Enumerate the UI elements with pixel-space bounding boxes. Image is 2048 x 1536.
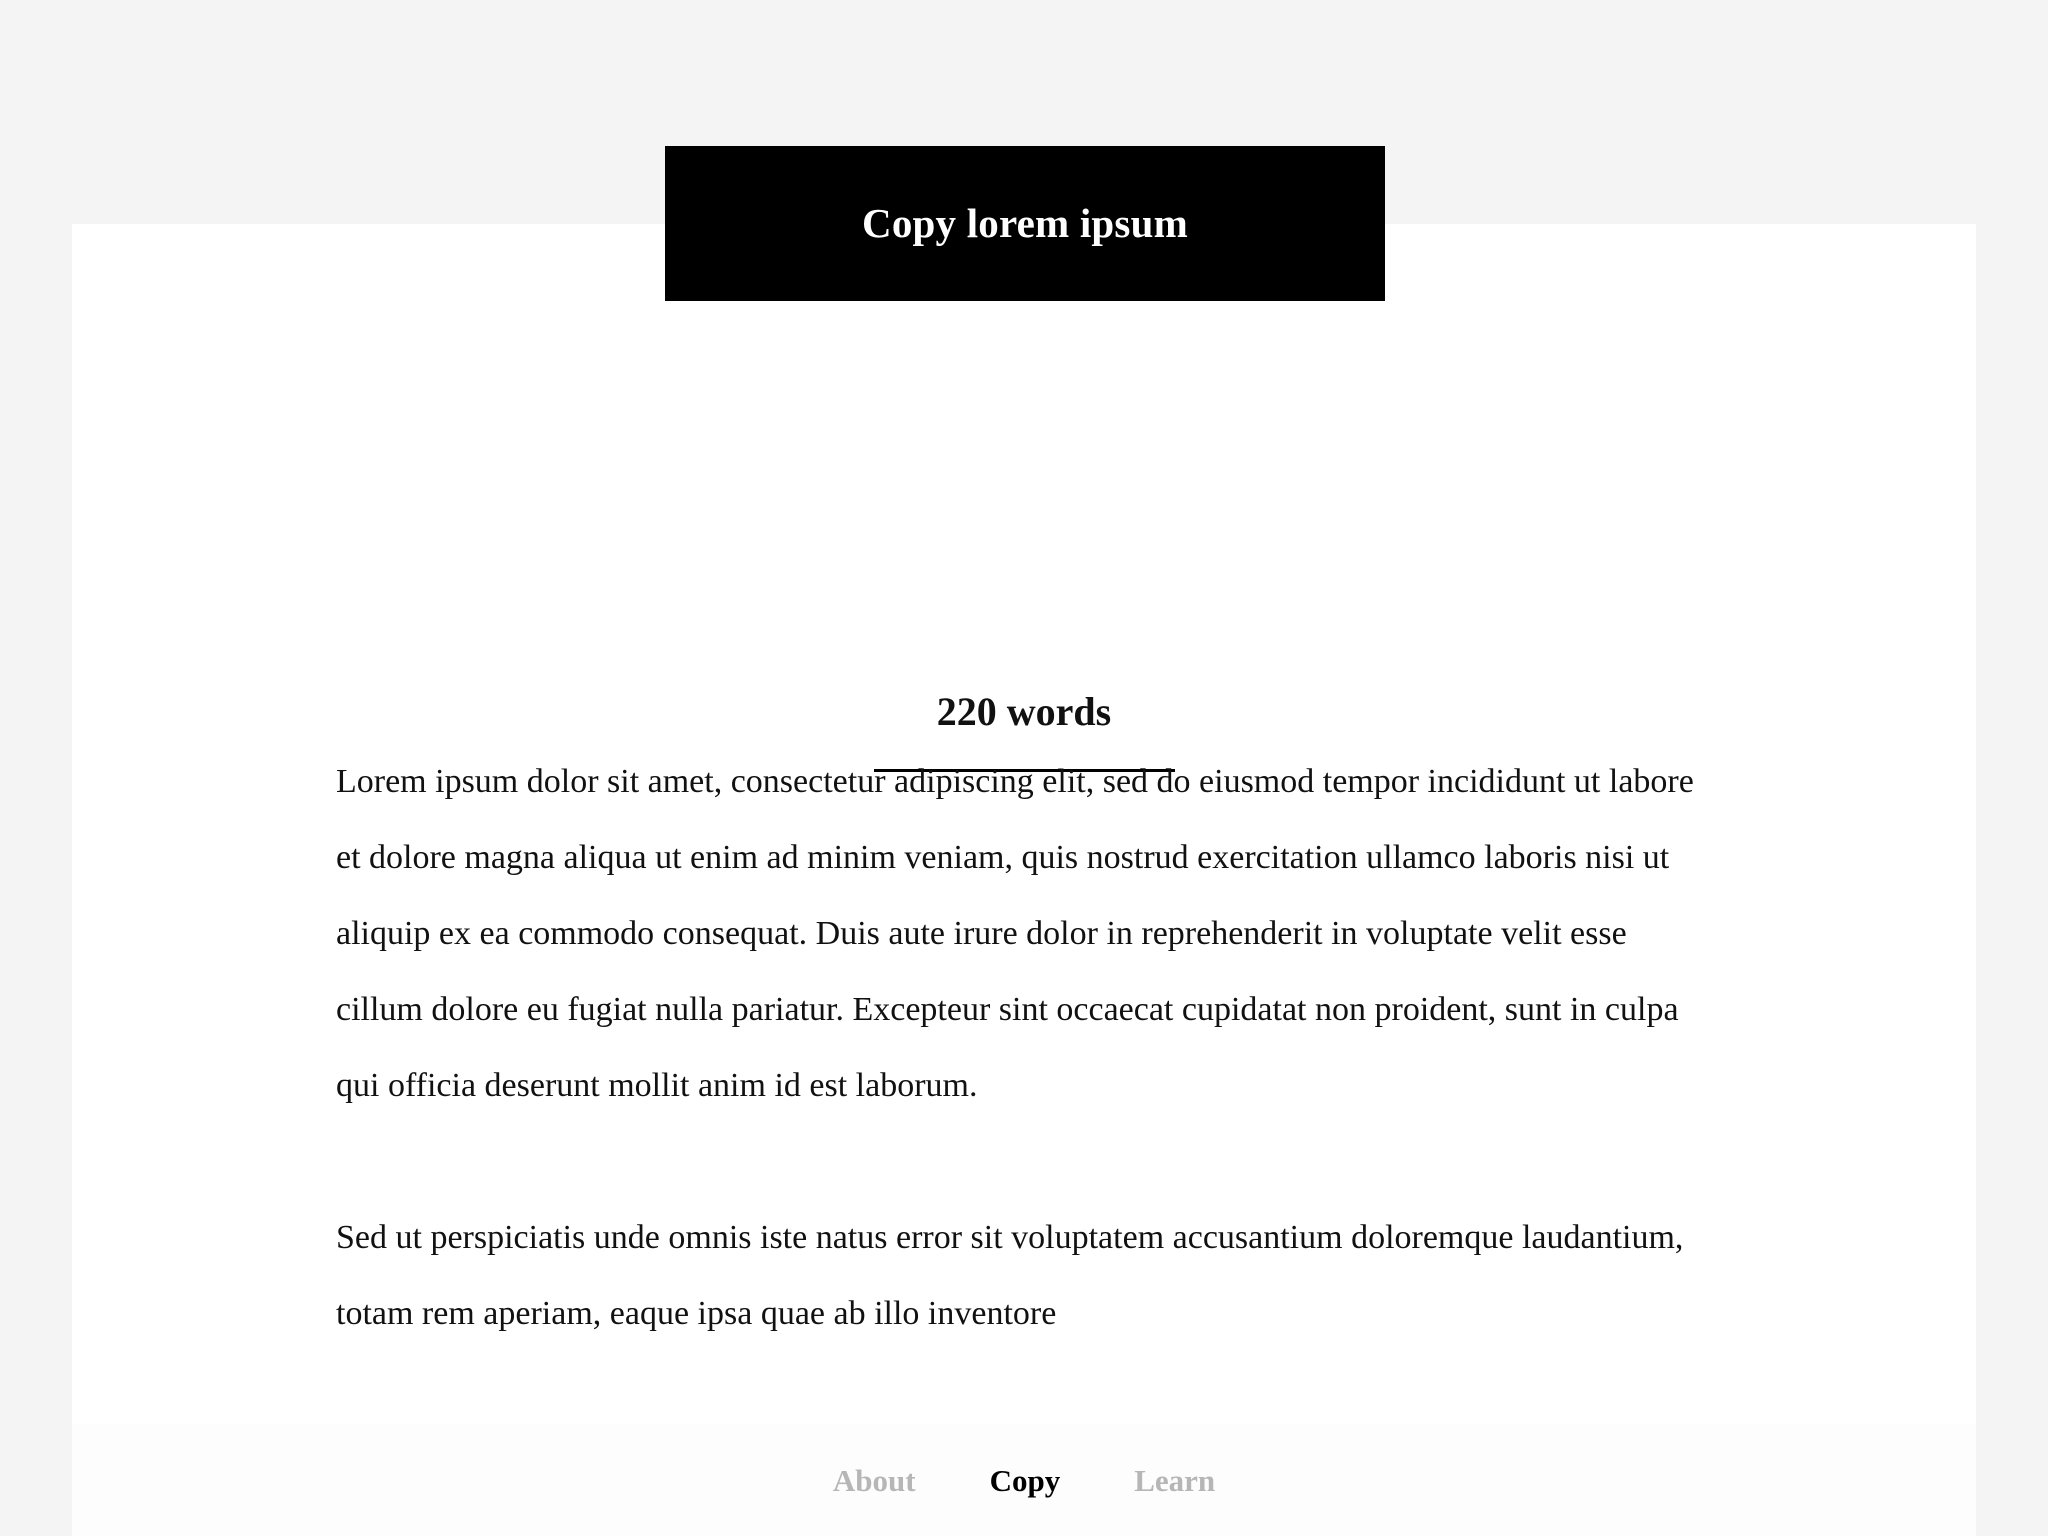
bottom-nav: [72, 1424, 1976, 1536]
nav-item-about[interactable]: About: [832, 1462, 916, 1498]
article-paragraph: Sed ut perspiciatis unde omnis iste natus error sit voluptatem accusantium doloremque laudantium, totam rem aperiam, eaque ipsa quae ab illo inventore: [336, 1219, 1684, 1332]
content-card: [72, 224, 1976, 1536]
word-count-label: 220 words: [936, 689, 1112, 734]
page-title: Copy lorem ipsum: [862, 200, 1188, 246]
article-paragraph: Lorem ipsum dolor sit amet, consectetur adipiscing elit, sed do eiusmod tempor incididunt ut labore et dolore magna aliqua ut enim ad minim veniam, quis nostrud exercitation ullamco laboris nisi ut aliquip ex ea commodo consequat. Duis aute irure dolor in reprehenderit in voluptate velit esse cillum dolore eu fugiat nulla pariatur. Excepteur sint occaecat cupidatat non proident, sunt in culpa qui officia deserunt mollit anim id est laborum.: [336, 763, 1694, 1104]
nav-item-copy[interactable]: Copy: [989, 1462, 1061, 1498]
header-banner: [665, 146, 1385, 301]
article-body: [336, 744, 1716, 1352]
nav-item-learn[interactable]: Learn: [1134, 1462, 1216, 1498]
